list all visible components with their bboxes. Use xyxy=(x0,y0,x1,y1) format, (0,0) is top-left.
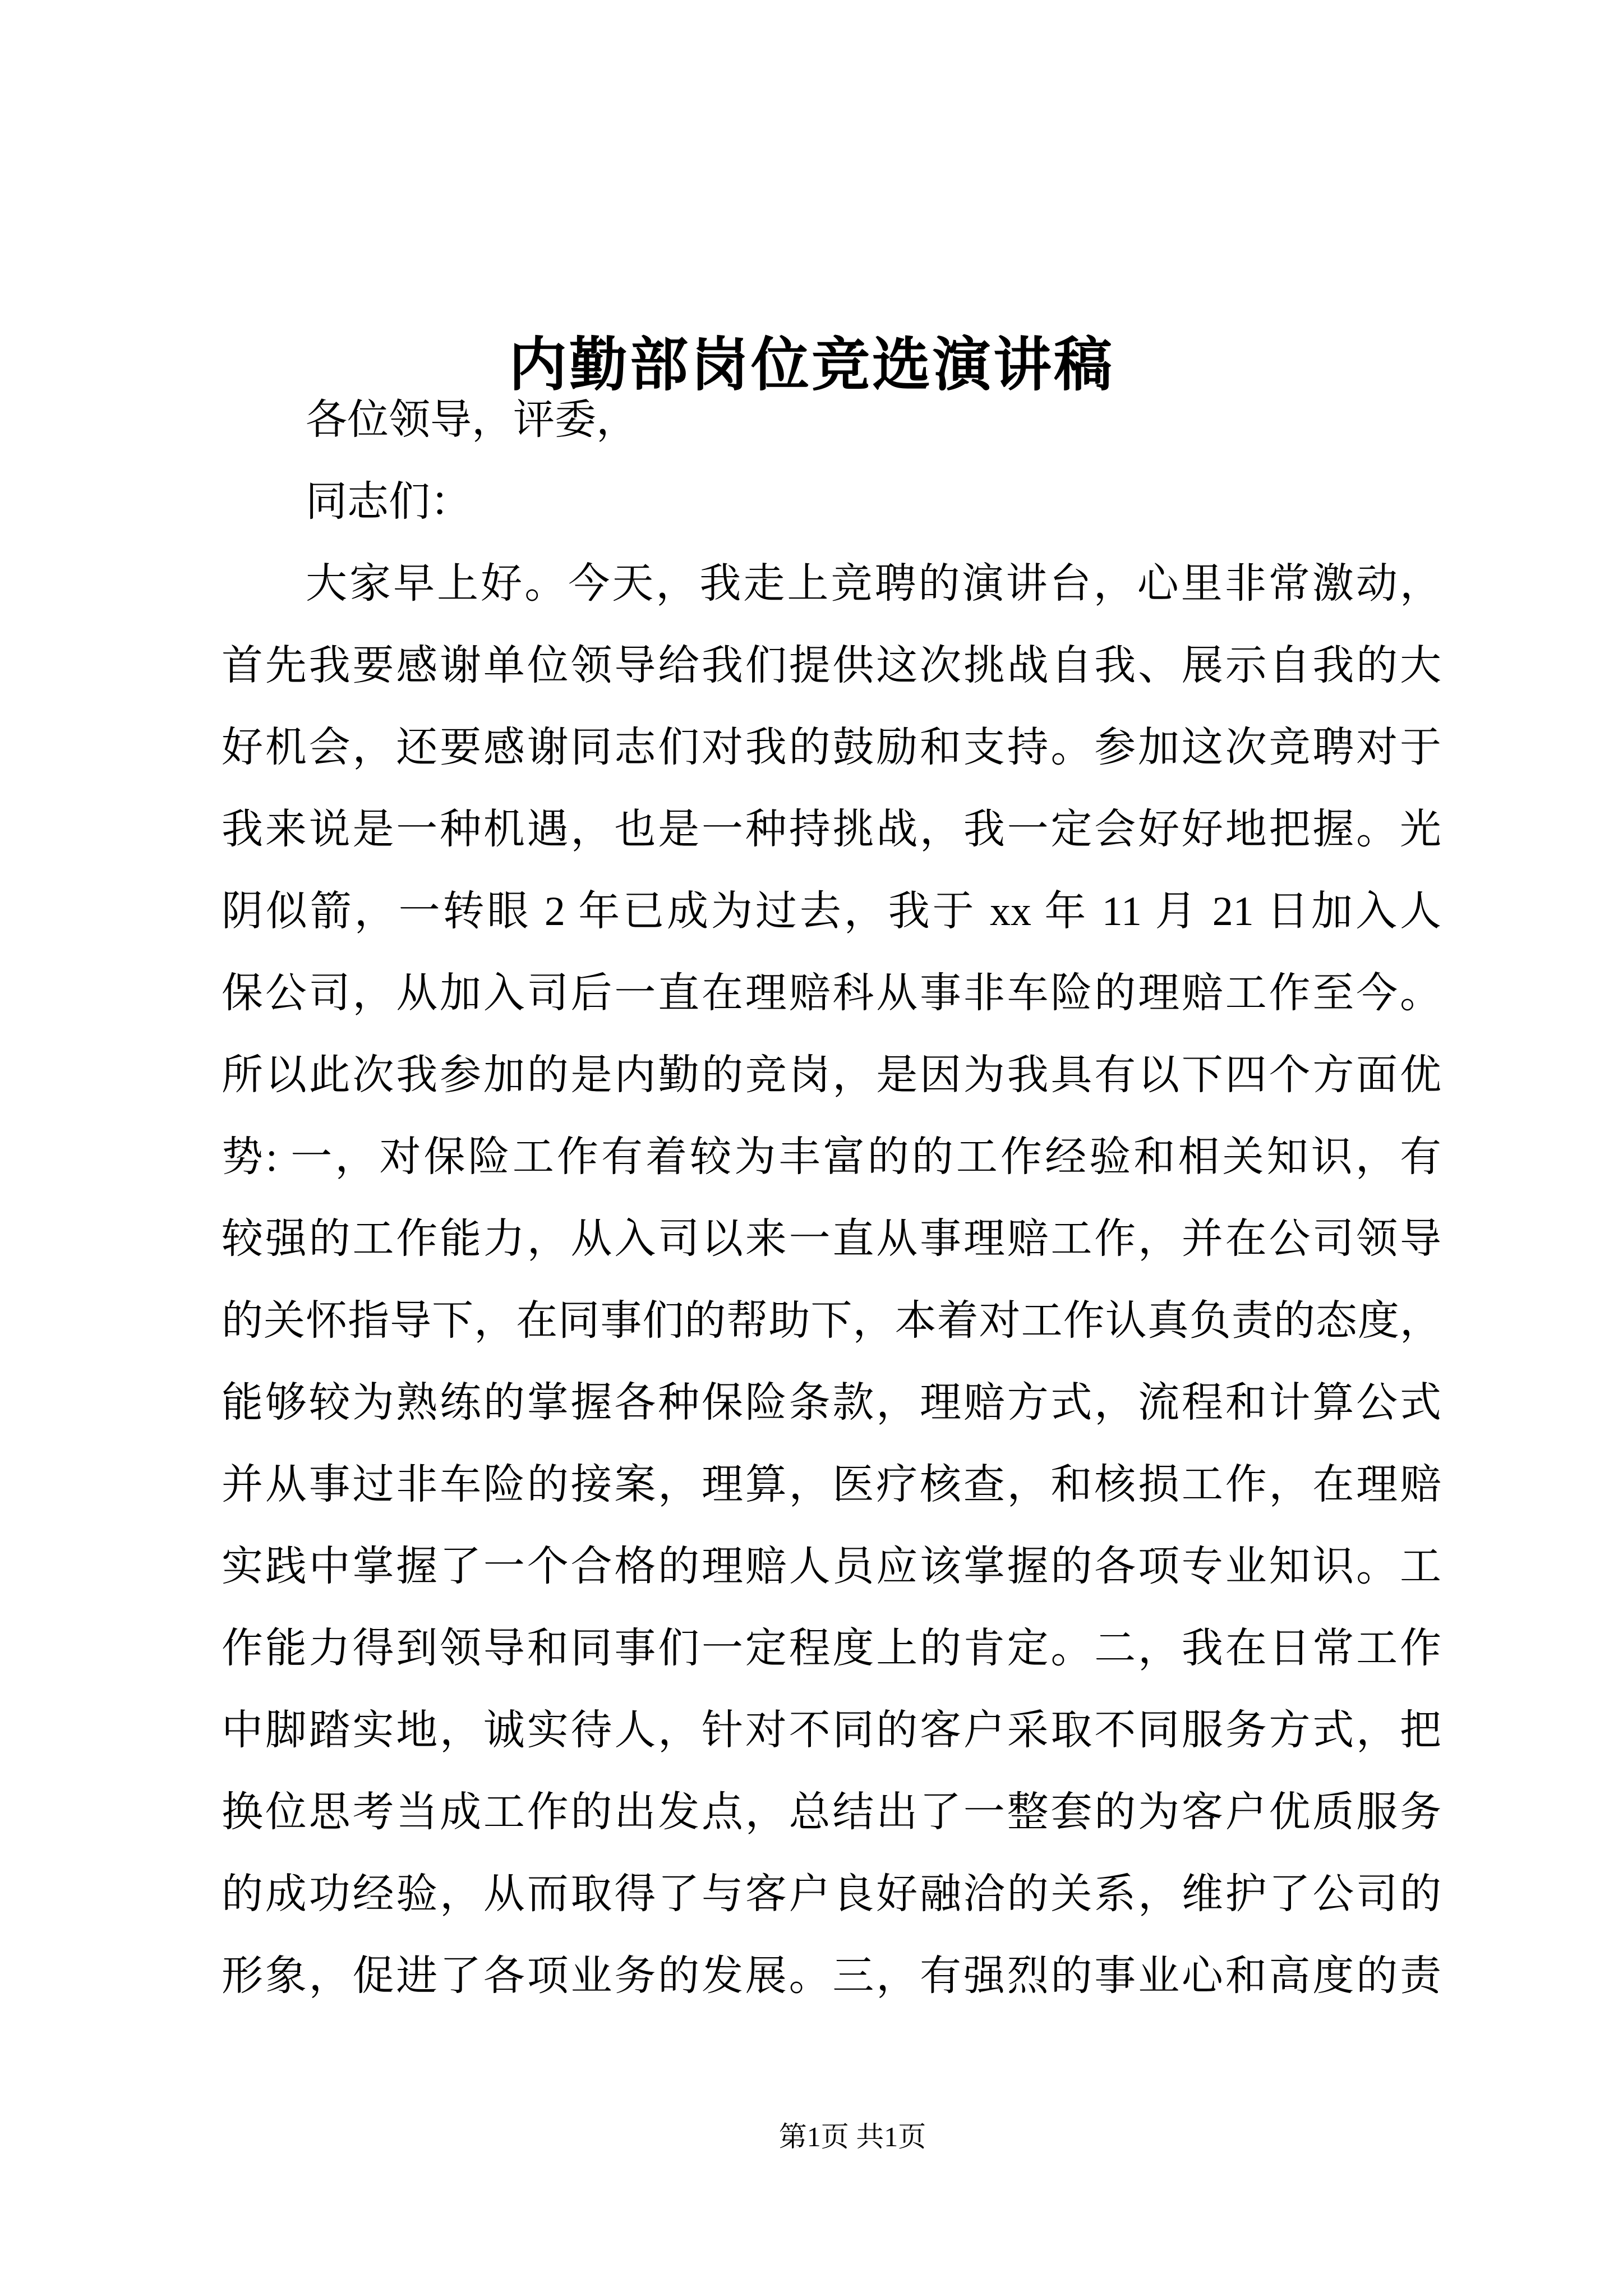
paragraph-line: 中脚踏实地，诚实待人，针对不同的客户采取不同服务方式，把 xyxy=(222,1708,1441,1754)
paragraph-line: 作能力得到领导和同事们一定程度上的肯定。二，我在日常工作 xyxy=(222,1626,1441,1672)
paragraph-line: 能够较为熟练的掌握各种保险条款，理赔方式，流程和计算公式 xyxy=(222,1380,1441,1426)
paragraph-line: 形象，促进了各项业务的发展。三，有强烈的事业心和高度的责 xyxy=(222,1953,1441,1999)
paragraph-line: 大家早上好。今天，我走上竞聘的演讲台，心里非常激动， xyxy=(306,561,1441,607)
salutation-line: 同志们： xyxy=(306,479,472,525)
paragraph-line: 我来说是一种机遇，也是一种持挑战，我一定会好好地把握。光 xyxy=(222,807,1441,853)
page-number: 第1页 共1页 xyxy=(778,2121,926,2152)
paragraph-line: 好机会，还要感谢同志们对我的鼓励和支持。参加这次竞聘对于 xyxy=(222,725,1441,771)
document-title: 内勤部岗位竞选演讲稿 xyxy=(508,333,1114,398)
salutation-line: 各位领导，评委， xyxy=(306,397,638,443)
paragraph-line: 并从事过非车险的接案，理算，医疗核查，和核损工作，在理赔 xyxy=(222,1462,1441,1508)
paragraph-line: 势: 一，对保险工作有着较为丰富的的工作经验和相关知识，有 xyxy=(222,1134,1441,1180)
paragraph-line: 较强的工作能力，从入司以来一直从事理赔工作，并在公司领导 xyxy=(222,1216,1441,1262)
paragraph-line: 阴似箭，一转眼 2 年已成为过去，我于 xx 年 11 月 21 日加入人 xyxy=(222,889,1441,935)
paragraph-line: 保公司，从加入司后一直在理赔科从事非车险的理赔工作至今。 xyxy=(222,970,1441,1016)
paragraph-line: 所以此次我参加的是内勤的竞岗，是因为我具有以下四个方面优 xyxy=(222,1052,1441,1098)
document-body xyxy=(222,379,1441,2017)
paragraph-line: 实践中掌握了一个合格的理赔人员应该掌握的各项专业知识。工 xyxy=(222,1544,1441,1590)
paragraph-line: 的关怀指导下，在同事们的帮助下，本着对工作认真负责的态度， xyxy=(222,1298,1441,1344)
paragraph-line: 首先我要感谢单位领导给我们提供这次挑战自我、展示自我的大 xyxy=(222,643,1441,689)
paragraph-line: 换位思考当成工作的出发点，总结出了一整套的为客户优质服务 xyxy=(222,1789,1441,1835)
paragraph-line: 的成功经验，从而取得了与客户良好融洽的关系，维护了公司的 xyxy=(222,1871,1441,1917)
